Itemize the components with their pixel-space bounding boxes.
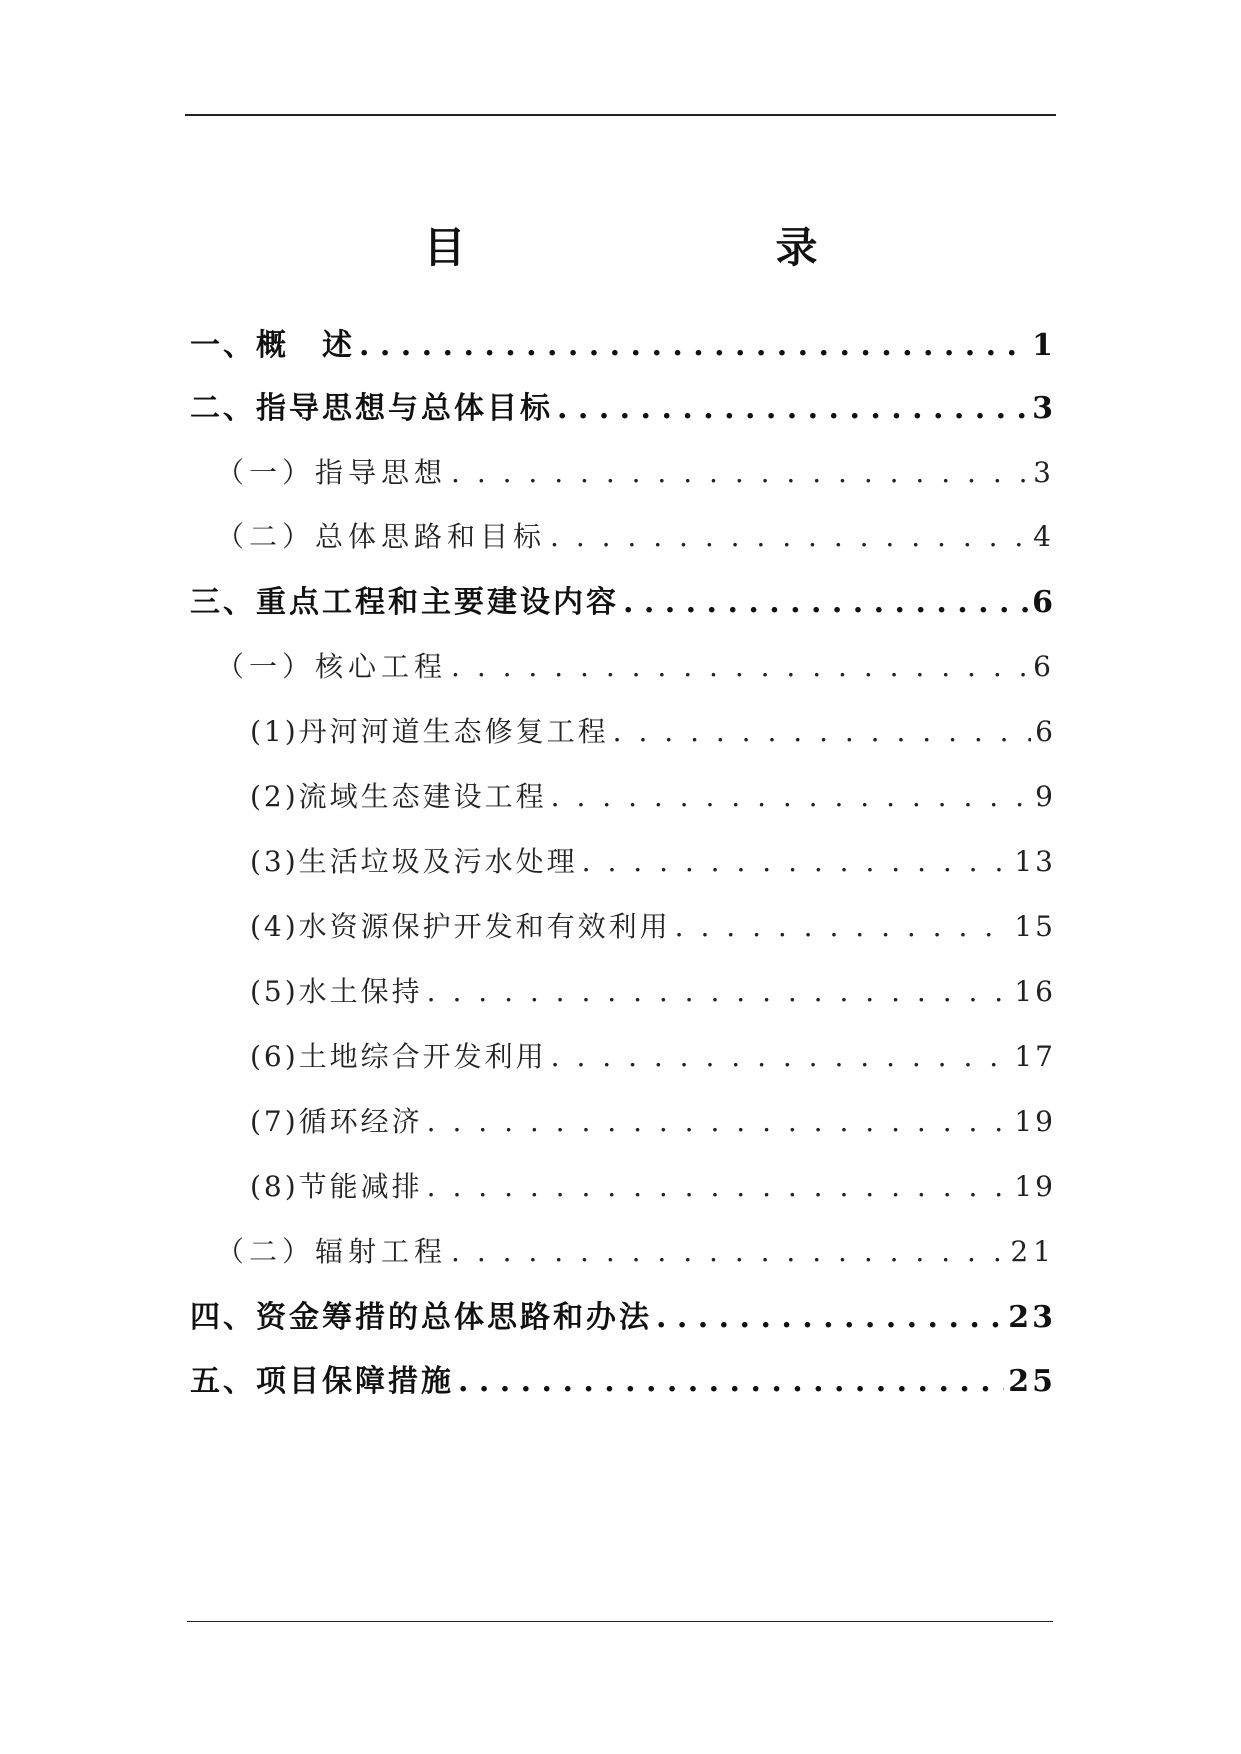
toc-leader-dots — [427, 972, 1011, 1012]
toc-leader-dots — [451, 453, 1029, 493]
toc-entry-label: (1)丹河河道生态修复工程 — [250, 715, 609, 748]
toc-entry[interactable] — [190, 1362, 1056, 1402]
toc-leader-dots — [427, 1102, 1011, 1142]
toc-leader-dots — [656, 1298, 1004, 1338]
toc-entry-label: （二）总体思路和目标 — [216, 520, 547, 553]
toc-entry-label: （一）指导思想 — [216, 456, 448, 489]
toc-entry[interactable] — [250, 1037, 1056, 1077]
toc-entry-label: (5)水土保持 — [250, 975, 423, 1008]
toc-entry-label: 二、指导思想与总体目标 — [190, 391, 553, 426]
toc-page-number: 3 — [1032, 391, 1056, 426]
toc-entry-label: 四、资金筹措的总体思路和办法 — [190, 1300, 652, 1335]
toc-page-number: 9 — [1035, 780, 1056, 813]
toc-entry-label: (6)土地综合开发利用 — [250, 1040, 547, 1073]
toc-entry-label: 一、概 述 — [190, 328, 355, 363]
toc-page-number: 3 — [1033, 456, 1056, 489]
toc-page-number: 13 — [1014, 845, 1056, 878]
toc-entry[interactable] — [250, 1167, 1056, 1207]
toc-leader-dots — [550, 517, 1029, 557]
toc-entry-label: （一）核心工程 — [216, 650, 448, 683]
toc-page-number: 19 — [1014, 1170, 1056, 1203]
toc-leader-dots — [613, 712, 1032, 752]
toc-entry[interactable] — [190, 326, 1056, 366]
toc-entry[interactable] — [190, 583, 1056, 623]
toc-entry-label: (7)循环经济 — [250, 1105, 423, 1138]
toc-page-number: 16 — [1014, 975, 1056, 1008]
toc-entry[interactable] — [250, 842, 1056, 882]
toc-entry[interactable] — [216, 647, 1056, 687]
toc-leader-dots — [551, 1037, 1011, 1077]
toc-page-number: 23 — [1008, 1300, 1056, 1335]
toc-leader-dots — [557, 389, 1028, 429]
toc-entry-label: 三、重点工程和主要建设内容 — [190, 585, 619, 620]
toc-page-number: 21 — [1010, 1235, 1056, 1268]
toc-leader-dots — [582, 842, 1011, 882]
toc-entry[interactable] — [250, 907, 1056, 947]
toc-page-number: 17 — [1014, 1040, 1056, 1073]
footer-rule — [187, 1621, 1053, 1622]
toc-leader-dots — [427, 1167, 1011, 1207]
toc-leader-dots — [675, 907, 1011, 947]
toc-entry-label: 五、项目保障措施 — [190, 1364, 454, 1399]
toc-page-number: 1 — [1032, 328, 1056, 363]
toc-page-number: 6 — [1035, 715, 1056, 748]
toc-entry[interactable] — [250, 1102, 1056, 1142]
toc-entry[interactable] — [216, 453, 1056, 493]
toc-leader-dots — [451, 1232, 1006, 1272]
toc-entry-label: (8)节能减排 — [250, 1170, 423, 1203]
toc-page-number: 6 — [1032, 585, 1056, 620]
toc-entry[interactable] — [250, 777, 1056, 817]
toc-entry[interactable] — [250, 972, 1056, 1012]
toc-entry-label: (4)水资源保护开发和有效利用 — [250, 910, 671, 943]
toc-leader-dots — [623, 583, 1028, 623]
toc-entry-label: (3)生活垃圾及污水处理 — [250, 845, 578, 878]
toc-leader-dots — [359, 326, 1028, 366]
toc-entry[interactable] — [190, 1298, 1056, 1338]
toc-page-number: 25 — [1008, 1364, 1056, 1399]
toc-entry-label: (2)流域生态建设工程 — [250, 780, 547, 813]
toc-page-number: 19 — [1014, 1105, 1056, 1138]
toc-page-number: 4 — [1033, 520, 1056, 553]
toc-page-number: 6 — [1033, 650, 1056, 683]
toc-entry[interactable] — [190, 389, 1056, 429]
toc-entry[interactable] — [250, 712, 1056, 752]
toc-entry[interactable] — [216, 1232, 1056, 1272]
toc-page-number: 15 — [1014, 910, 1056, 943]
toc-leader-dots — [551, 777, 1032, 817]
toc-leader-dots — [458, 1362, 1004, 1402]
toc-entry[interactable] — [216, 517, 1056, 557]
page-title: 目 录 — [423, 223, 952, 272]
toc-leader-dots — [451, 647, 1029, 687]
toc-entry-label: （二）辐射工程 — [216, 1235, 448, 1268]
